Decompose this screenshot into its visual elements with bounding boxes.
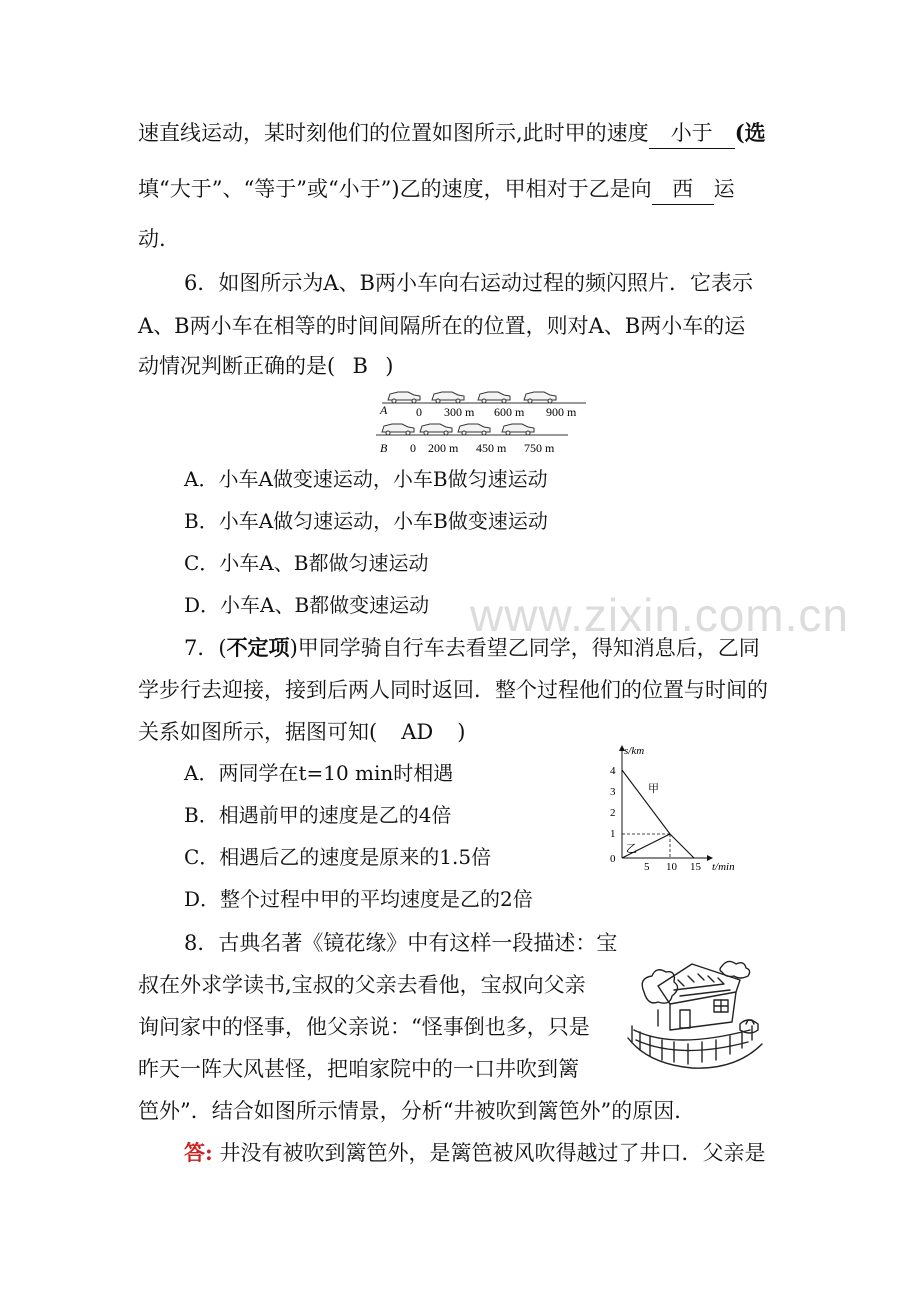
house-door (680, 1010, 690, 1028)
row-a-tick-2: 600 m (494, 405, 525, 419)
q5-blank-2: 西 (652, 174, 714, 205)
q8-line-1: 8．古典名著《镜花缘》中有这样一段描述：宝 (184, 931, 618, 955)
q6-answer: B (352, 354, 368, 378)
y-tick-2: 2 (610, 807, 616, 819)
q6-line-2: A、B两小车在相等的时间间隔所在的位置，则对A、B两小车的运 (138, 314, 746, 338)
q6-option-b: B．小车A做匀速运动，小车B做变速运动 (184, 509, 548, 533)
y-tick-0: 0 (610, 853, 616, 865)
q8-answer-text: 井没有被吹到篱笆外，是篱笆被风吹得越过了井口．父亲是 (219, 1141, 766, 1165)
q7-answer: AD (401, 720, 434, 744)
car-b-3 (458, 424, 490, 435)
row-b-label: B (380, 441, 388, 455)
row-b-tick-3: 750 m (524, 441, 555, 455)
row-b-tick-0: 0 (410, 441, 416, 455)
q7-option-a: A．两同学在t=10 min时相遇 (184, 761, 454, 785)
q6-line-1: 6．如图所示为A、B两小车向右运动过程的频闪照片．它表示 (184, 271, 753, 295)
q6-option-c: C．小车A、B都做匀速运动 (184, 551, 429, 575)
car-a-1 (388, 392, 420, 403)
q5-blank-1: 小于 (649, 118, 735, 149)
q7-option-c: C．相遇后乙的速度是原来的1.5倍 (184, 845, 492, 869)
q7-line-2: 学步行去迎接，接到后两人同时返回．整个过程他们的位置与时间的 (138, 678, 768, 702)
q7-option-b: B．相遇前甲的速度是乙的4倍 (184, 803, 452, 827)
car-a-2 (432, 392, 464, 403)
answer-label: 答: (184, 1140, 213, 1165)
q8-line-2: 叔在外求学读书,宝叔的父亲去看他，宝叔向父亲 (138, 973, 586, 997)
q8-answer-line (184, 1138, 765, 1168)
car-b-2 (420, 424, 452, 435)
label-yi: 乙 (626, 843, 637, 855)
car-b-1 (382, 424, 414, 435)
row-a-tick-1: 300 m (444, 405, 475, 419)
x-tick-5: 5 (644, 861, 650, 873)
x-axis-label: t/min (712, 861, 735, 873)
x-tick-10: 10 (666, 861, 677, 873)
car-b-4 (502, 424, 534, 435)
q7-option-d: D．整个过程中甲的平均速度是乙的2倍 (184, 887, 533, 911)
q6-line-3: 动情况判断正确的是( B ) (138, 351, 393, 381)
y-tick-3: 3 (610, 786, 616, 798)
q5-line-1: 速直线运动，某时刻他们的位置如图所示,此时甲的速度 小于 (选 (138, 118, 766, 149)
tree-icon (642, 970, 677, 1003)
row-a-tick-0: 0 (416, 405, 422, 419)
q8-house-illustration (618, 946, 768, 1076)
car-a-3 (478, 392, 510, 403)
row-b-tick-1: 200 m (428, 441, 459, 455)
well-icon (740, 1020, 758, 1033)
q6-option-d: D．小车A、B都做变速运动 (184, 593, 430, 617)
watermark: www.zixin.com.cn (470, 589, 849, 641)
house-roof (658, 964, 740, 1004)
row-a-tick-3: 900 m (546, 405, 577, 419)
q8-line-3: 询问家中的怪事，他父亲说：“怪事倒也多，只是 (138, 1015, 590, 1039)
q7-line-3: 关系如图所示，据图可知( AD ) (138, 717, 465, 747)
q7-graph (604, 738, 752, 874)
q5-line-3: 动. (138, 227, 166, 251)
q6-car-figure (376, 384, 590, 460)
car-a-4 (524, 392, 556, 403)
row-a-label: A (380, 403, 388, 417)
row-b-tick-2: 450 m (476, 441, 507, 455)
q8-line-4: 昨天一阵大风甚怪，把咱家院中的一口井吹到篱 (138, 1057, 579, 1081)
y-tick-1: 1 (610, 828, 616, 840)
q5-line-2: 填“大于”、“等于”或“小于”)乙的速度，甲相对于乙是向 西 运 (138, 174, 735, 205)
y-tick-4: 4 (610, 765, 616, 777)
q8-line-5: 笆外”．结合如图所示情景，分析“井被吹到篱笆外”的原因． (138, 1099, 696, 1123)
x-tick-15: 15 (690, 861, 701, 873)
q7-line-1: 7．(不定项)甲同学骑自行车去看望乙同学，得知消息后，乙同 (184, 635, 760, 660)
q6-option-a: A．小车A做变速运动，小车B做匀速运动 (184, 467, 548, 491)
y-axis-label: s/km (624, 745, 645, 757)
label-jia: 甲 (648, 783, 659, 795)
